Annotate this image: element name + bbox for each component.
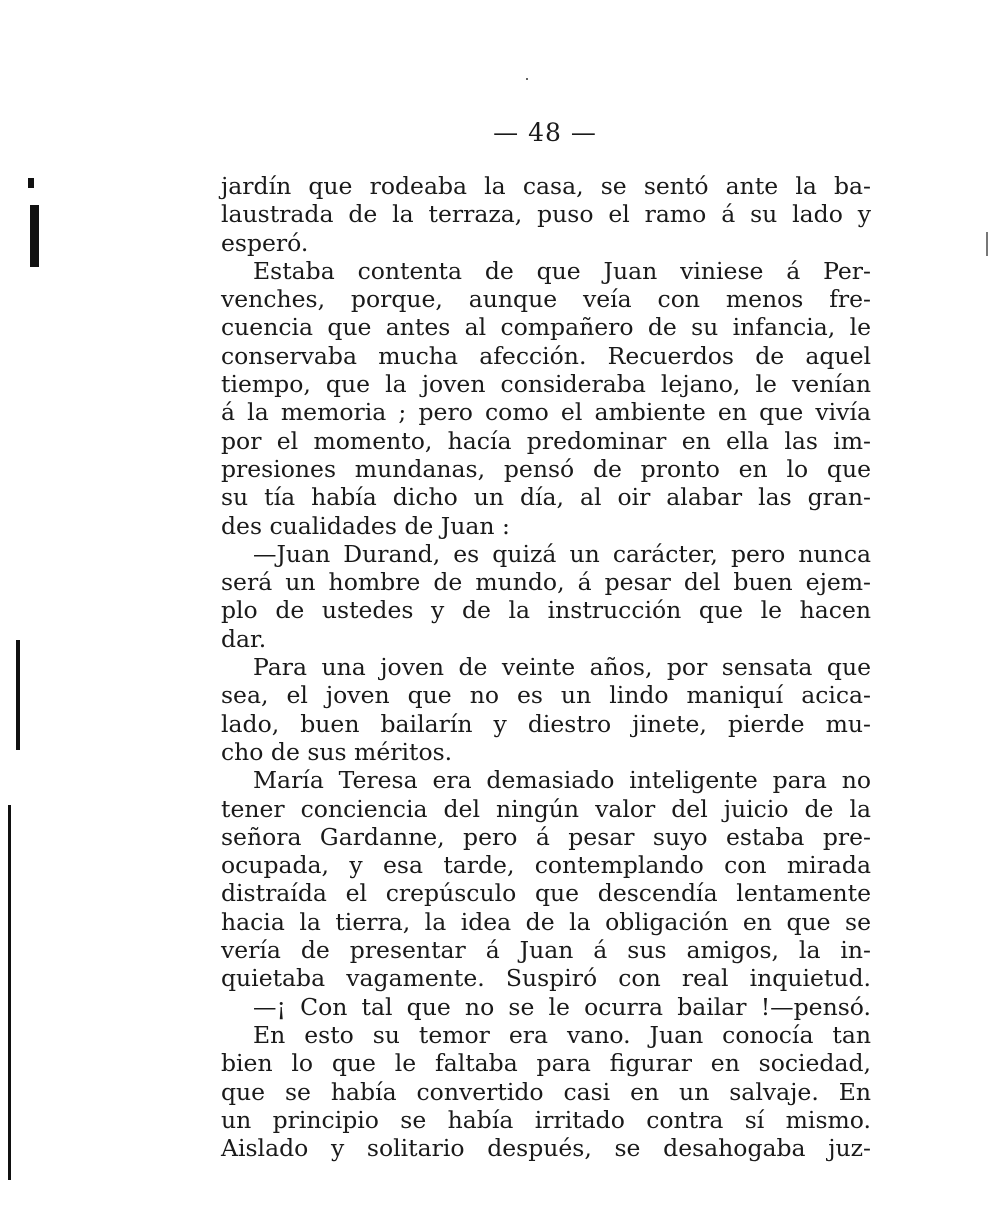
scan-artifact-right: [986, 232, 988, 256]
scan-speck: [526, 78, 528, 80]
text-line: —¡ Con tal que no se le ocurra bailar !—pensó.: [253, 992, 871, 1021]
text-line: venches, porque, aunque veía con menos fre-: [221, 285, 871, 314]
text-line: tener conciencia del ningún valor del juicio de la: [221, 794, 871, 823]
text-line: Estaba contenta de que Juan viniese á Per-: [253, 256, 871, 285]
text-line: laustrada de la terraza, puso el ramo á su lado y: [221, 200, 871, 229]
body-text: [221, 172, 871, 1162]
text-line: tiempo, que la joven consideraba lejano, le venían: [221, 370, 871, 399]
page-number: — 48 —: [493, 118, 597, 147]
text-line: que se había convertido casi en un salvaje. En: [221, 1077, 871, 1106]
text-line: presiones mundanas, pensó de pronto en lo que: [221, 454, 871, 483]
text-line: vería de presentar á Juan á sus amigos, la in-: [221, 936, 871, 965]
text-line: conservaba mucha afección. Recuerdos de aquel: [221, 341, 871, 370]
scan-artifact-lower: [8, 805, 11, 1180]
text-line: bien lo que le faltaba para figurar en sociedad,: [221, 1049, 871, 1078]
text-line: esperó.: [221, 228, 309, 257]
text-line: cho de sus méritos.: [221, 737, 453, 766]
text-line: jardín que rodeaba la casa, se sentó ante la ba-: [221, 172, 871, 200]
text-line: dar.: [221, 624, 267, 653]
text-line: Para una joven de veinte años, por sensata que: [253, 653, 871, 682]
text-line: —Juan Durand, es quizá un carácter, pero nunca: [253, 539, 871, 568]
scan-artifact-top: [28, 178, 34, 188]
text-line: señora Gardanne, pero á pesar suyo estaba pre-: [221, 822, 871, 851]
text-line: María Teresa era demasiado inteligente para no: [253, 766, 871, 795]
text-line: cuencia que antes al compañero de su infancia, le: [221, 313, 871, 342]
scan-artifact-top-bar: [30, 205, 39, 267]
text-line: hacia la tierra, la idea de la obligación en que se: [221, 907, 871, 936]
text-line: distraída el crepúsculo que descendía lentamente: [221, 879, 871, 908]
text-line: sea, el joven que no es un lindo maniquí acica-: [221, 681, 871, 710]
text-line: un principio se había irritado contra sí mismo.: [221, 1105, 871, 1134]
text-line: Aislado y solitario después, se desahogaba juz-: [221, 1134, 871, 1163]
text-line: su tía había dicho un día, al oir alabar las gran-: [221, 483, 871, 512]
text-line: lado, buen bailarín y diestro jinete, pierde mu-: [221, 709, 871, 738]
text-line: quietaba vagamente. Suspiró con real inquietud.: [221, 964, 871, 993]
text-line: des cualidades de Juan :: [221, 511, 510, 540]
text-line: por el momento, hacía predominar en ella las im-: [221, 426, 871, 455]
text-line: será un hombre de mundo, á pesar del buen ejem-: [221, 568, 871, 597]
text-line: á la memoria ; pero como el ambiente en que vivía: [221, 398, 871, 427]
scan-artifact-mid: [16, 640, 20, 750]
text-line: En esto su temor era vano. Juan conocía tan: [253, 1020, 871, 1049]
text-line: plo de ustedes y de la instrucción que le hacen: [221, 596, 871, 625]
text-line: ocupada, y esa tarde, contemplando con mirada: [221, 851, 871, 880]
